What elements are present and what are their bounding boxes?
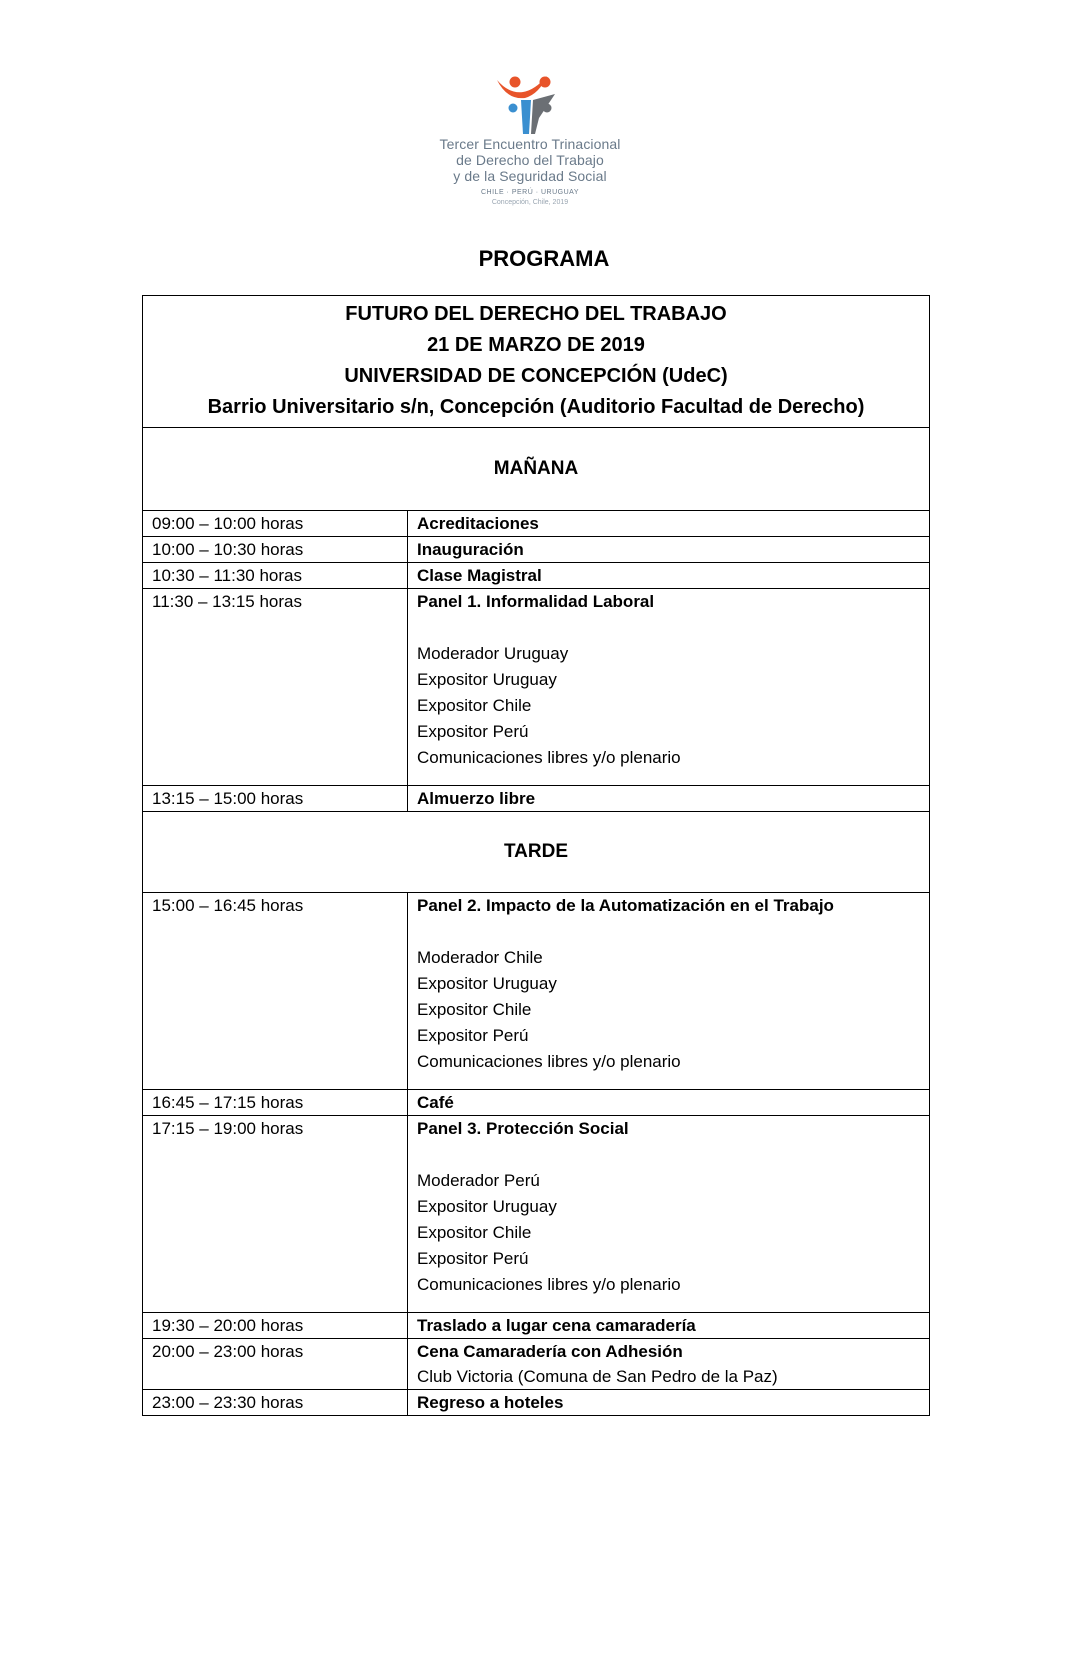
table-row [143, 589, 930, 786]
panel-participant: Moderador Chile [417, 948, 543, 967]
event-cell: Traslado a lugar cena camaradería [408, 1313, 930, 1339]
panel-participant: Comunicaciones libres y/o plenario [417, 748, 681, 767]
panel-title: Panel 1. Informalidad Laboral [417, 592, 655, 611]
event-cell: Acreditaciones [408, 511, 930, 537]
time-cell: 11:30 – 13:15 horas [143, 589, 408, 786]
time-cell: 16:45 – 17:15 horas [143, 1090, 408, 1116]
logo-text-line: de Derecho del Trabajo [456, 152, 604, 168]
event-address: Barrio Universitario s/n, Concepción (Auditorio Facultad de Derecho) [207, 396, 865, 418]
event-venue: UNIVERSIDAD DE CONCEPCIÓN (UdeC) [344, 365, 728, 387]
panel-cell [408, 1116, 930, 1313]
event-date: 21 DE MARZO DE 2019 [427, 334, 645, 356]
time-cell: 15:00 – 16:45 horas [143, 893, 408, 1090]
panel-title: Panel 2. Impacto de la Automatización en el Trabajo [417, 896, 834, 915]
time-cell: 10:30 – 11:30 horas [143, 563, 408, 589]
panel-cell [408, 589, 930, 786]
event-cell [408, 1339, 930, 1390]
section-morning: MAÑANA [143, 428, 930, 511]
time-cell: 17:15 – 19:00 horas [143, 1116, 408, 1313]
section-row [143, 428, 930, 511]
table-row [143, 1116, 930, 1313]
event-cell: Regreso a hoteles [408, 1390, 930, 1416]
event-header [143, 296, 930, 428]
section-row [143, 812, 930, 893]
panel-participant: Moderador Perú [417, 1171, 540, 1190]
table-row [143, 511, 930, 537]
logo-figures-icon [495, 72, 565, 136]
event-cell: Café [408, 1090, 930, 1116]
logo-place: Concepción, Chile, 2019 [491, 199, 569, 206]
panel-participant: Expositor Chile [417, 696, 532, 715]
panel-participant: Expositor Perú [417, 722, 529, 741]
time-cell: 20:00 – 23:00 horas [143, 1339, 408, 1390]
time-cell: 09:00 – 10:00 horas [143, 511, 408, 537]
table-row [143, 1339, 930, 1390]
section-afternoon: TARDE [143, 812, 930, 893]
panel-participant: Expositor Uruguay [417, 670, 557, 689]
logo-countries: CHILE · PERÚ · URUGUAY [481, 189, 579, 196]
page-title: PROGRAMA [478, 246, 610, 271]
table-row [143, 563, 930, 589]
panel-title: Panel 3. Protección Social [417, 1119, 629, 1138]
panel-participant: Expositor Perú [417, 1026, 529, 1045]
panel-participant: Expositor Uruguay [417, 974, 557, 993]
table-row [143, 786, 930, 812]
table-row [143, 1313, 930, 1339]
event-cell: Inauguración [408, 537, 930, 563]
logo-text-line: y de la Seguridad Social [453, 168, 607, 184]
event-cell: Almuerzo libre [408, 786, 930, 812]
panel-cell [408, 893, 930, 1090]
event-note: Club Victoria (Comuna de San Pedro de la Paz) [417, 1367, 778, 1386]
panel-participant: Moderador Uruguay [417, 644, 569, 663]
logo-text-line: Tercer Encuentro Trinacional [439, 136, 621, 152]
event-title: Cena Camaradería con Adhesión [417, 1342, 683, 1361]
header-row [143, 296, 930, 428]
panel-participant: Comunicaciones libres y/o plenario [417, 1052, 681, 1071]
time-cell: 19:30 – 20:00 horas [143, 1313, 408, 1339]
table-row [143, 893, 930, 1090]
table-row [143, 1090, 930, 1116]
time-cell: 13:15 – 15:00 horas [143, 786, 408, 812]
panel-participant: Expositor Perú [417, 1249, 529, 1268]
panel-participant: Expositor Chile [417, 1223, 532, 1242]
time-cell: 23:00 – 23:30 horas [143, 1390, 408, 1416]
panel-participant: Expositor Uruguay [417, 1197, 557, 1216]
panel-participant: Expositor Chile [417, 1000, 532, 1019]
table-row [143, 537, 930, 563]
event-cell: Clase Magistral [408, 563, 930, 589]
time-cell: 10:00 – 10:30 horas [143, 537, 408, 563]
event-name: FUTURO DEL DERECHO DEL TRABAJO [345, 303, 727, 325]
panel-participant: Comunicaciones libres y/o plenario [417, 1275, 681, 1294]
event-logo [420, 72, 640, 207]
program-table [142, 295, 930, 1416]
table-row [143, 1390, 930, 1416]
